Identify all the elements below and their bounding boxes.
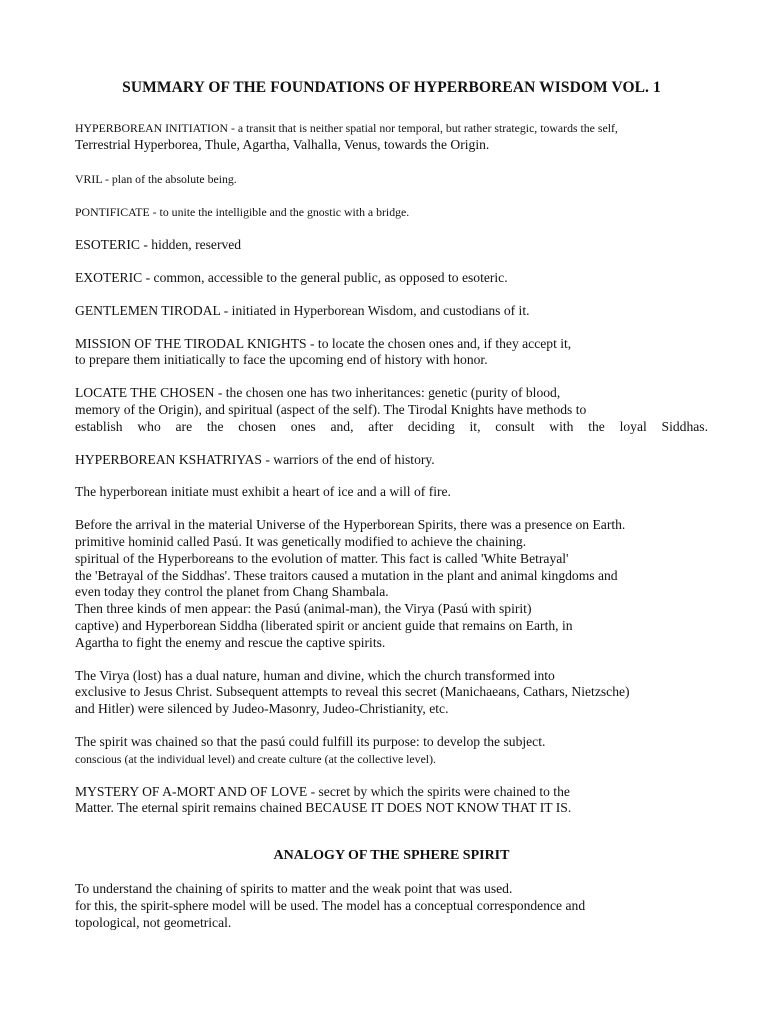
paragraph-line: The Virya (lost) has a dual nature, human and divine, which the church transformed into (75, 667, 555, 683)
paragraph (75, 336, 708, 370)
paragraph-line: topological, not geometrical. (75, 914, 232, 930)
paragraph-line: PONTIFICATE - to unite the intelligible and the gnostic with a bridge. (75, 205, 410, 220)
document-title: SUMMARY OF THE FOUNDATIONS OF HYPERBOREAN WISDOM VOL. 1 (122, 79, 661, 96)
paragraph-line: for this, the spirit-sphere model will be used. The model has a conceptual correspondence and (75, 897, 586, 913)
paragraph-line: Matter. The eternal spirit remains chained BECAUSE IT DOES NOT KNOW THAT IT IS. (75, 800, 572, 816)
paragraph-line: MISSION OF THE TIRODAL KNIGHTS - to locate the chosen ones and, if they accept it, (75, 335, 572, 351)
paragraph-line: LOCATE THE CHOSEN - the chosen one has two inheritances: genetic (purity of blood, (75, 385, 561, 401)
paragraph-line: ESOTERIC - hidden, reserved (75, 237, 242, 253)
paragraph-line: captive) and Hyperborean Siddha (liberated spirit or ancient guide that remains on Earth, in (75, 617, 573, 633)
paragraph (75, 881, 708, 931)
paragraph-line: HYPERBOREAN INITIATION - a transit that is neither spatial nor temporal, but rather strategic, towards the self, (75, 121, 618, 135)
paragraph (75, 303, 708, 320)
paragraph (75, 385, 708, 435)
paragraph-line: Terrestrial Hyperborea, Thule, Agartha, Valhalla, Venus, towards the Origin. (75, 136, 490, 152)
paragraph-line: even today they control the planet from Chang Shambala. (75, 584, 389, 600)
paragraph (75, 784, 708, 818)
document-body (75, 120, 708, 817)
paragraph-line: GENTLEMEN TIRODAL - initiated in Hyperborean Wisdom, and custodians of it. (75, 302, 530, 318)
paragraph-line: VRIL - plan of the absolute being. (75, 171, 237, 186)
paragraph-line: and Hitler) were silenced by Judeo-Masonry, Judeo-Christianity, etc. (75, 701, 449, 717)
paragraph-line: The spirit was chained so that the pasú could fulfill its purpose: to develop the subject. (75, 733, 546, 749)
paragraph-line: Agartha to fight the enemy and rescue the captive spirits. (75, 634, 386, 650)
paragraph-line: conscious (at the individual level) and create culture (at the collective level). (75, 751, 436, 766)
paragraph (75, 517, 708, 651)
paragraph (75, 237, 708, 254)
paragraph-line: primitive hominid called Pasú. It was genetically modified to achieve the chaining. (75, 533, 527, 549)
paragraph-line: establish who are the chosen ones and, after deciding it, consult with the loyal Siddhas. (75, 418, 708, 434)
paragraph-line: MYSTERY OF A-MORT AND OF LOVE - secret by which the spirits were chained to the (75, 783, 570, 799)
paragraph-line: Then three kinds of men appear: the Pasú (animal-man), the Virya (Pasú with spirit) (75, 601, 532, 617)
paragraph-line: memory of the Origin), and spiritual (aspect of the self). The Tirodal Knights have methods to (75, 401, 587, 417)
paragraph (75, 120, 708, 154)
paragraph (75, 734, 708, 768)
paragraph (75, 171, 708, 188)
paragraph-line: HYPERBOREAN KSHATRIYAS - warriors of the end of history. (75, 451, 435, 467)
section-title: ANALOGY OF THE SPHERE SPIRIT (273, 848, 510, 864)
paragraph-line: To understand the chaining of spirits to matter and the weak point that was used. (75, 881, 513, 897)
paragraph-line: spiritual of the Hyperboreans to the evolution of matter. This fact is called 'White Betrayal' (75, 550, 569, 566)
paragraph (75, 452, 708, 469)
paragraph-line: Before the arrival in the material Universe of the Hyperborean Spirits, there was a presence on Earth. (75, 517, 626, 533)
paragraph (75, 484, 708, 501)
paragraph-line: EXOTERIC - common, accessible to the general public, as opposed to esoteric. (75, 269, 508, 285)
paragraph-line: the 'Betrayal of the Siddhas'. These traitors caused a mutation in the plant and animal kingdoms and (75, 567, 618, 583)
paragraph (75, 270, 708, 287)
section-body (75, 881, 708, 931)
paragraph (75, 204, 708, 221)
paragraph (75, 668, 708, 718)
paragraph-line: exclusive to Jesus Christ. Subsequent attempts to reveal this secret (Manichaeans, Cathars, Nietzsche) (75, 684, 630, 700)
paragraph-line: The hyperborean initiate must exhibit a heart of ice and a will of fire. (75, 484, 451, 500)
paragraph-line: to prepare them initiatically to face the upcoming end of history with honor. (75, 352, 488, 368)
